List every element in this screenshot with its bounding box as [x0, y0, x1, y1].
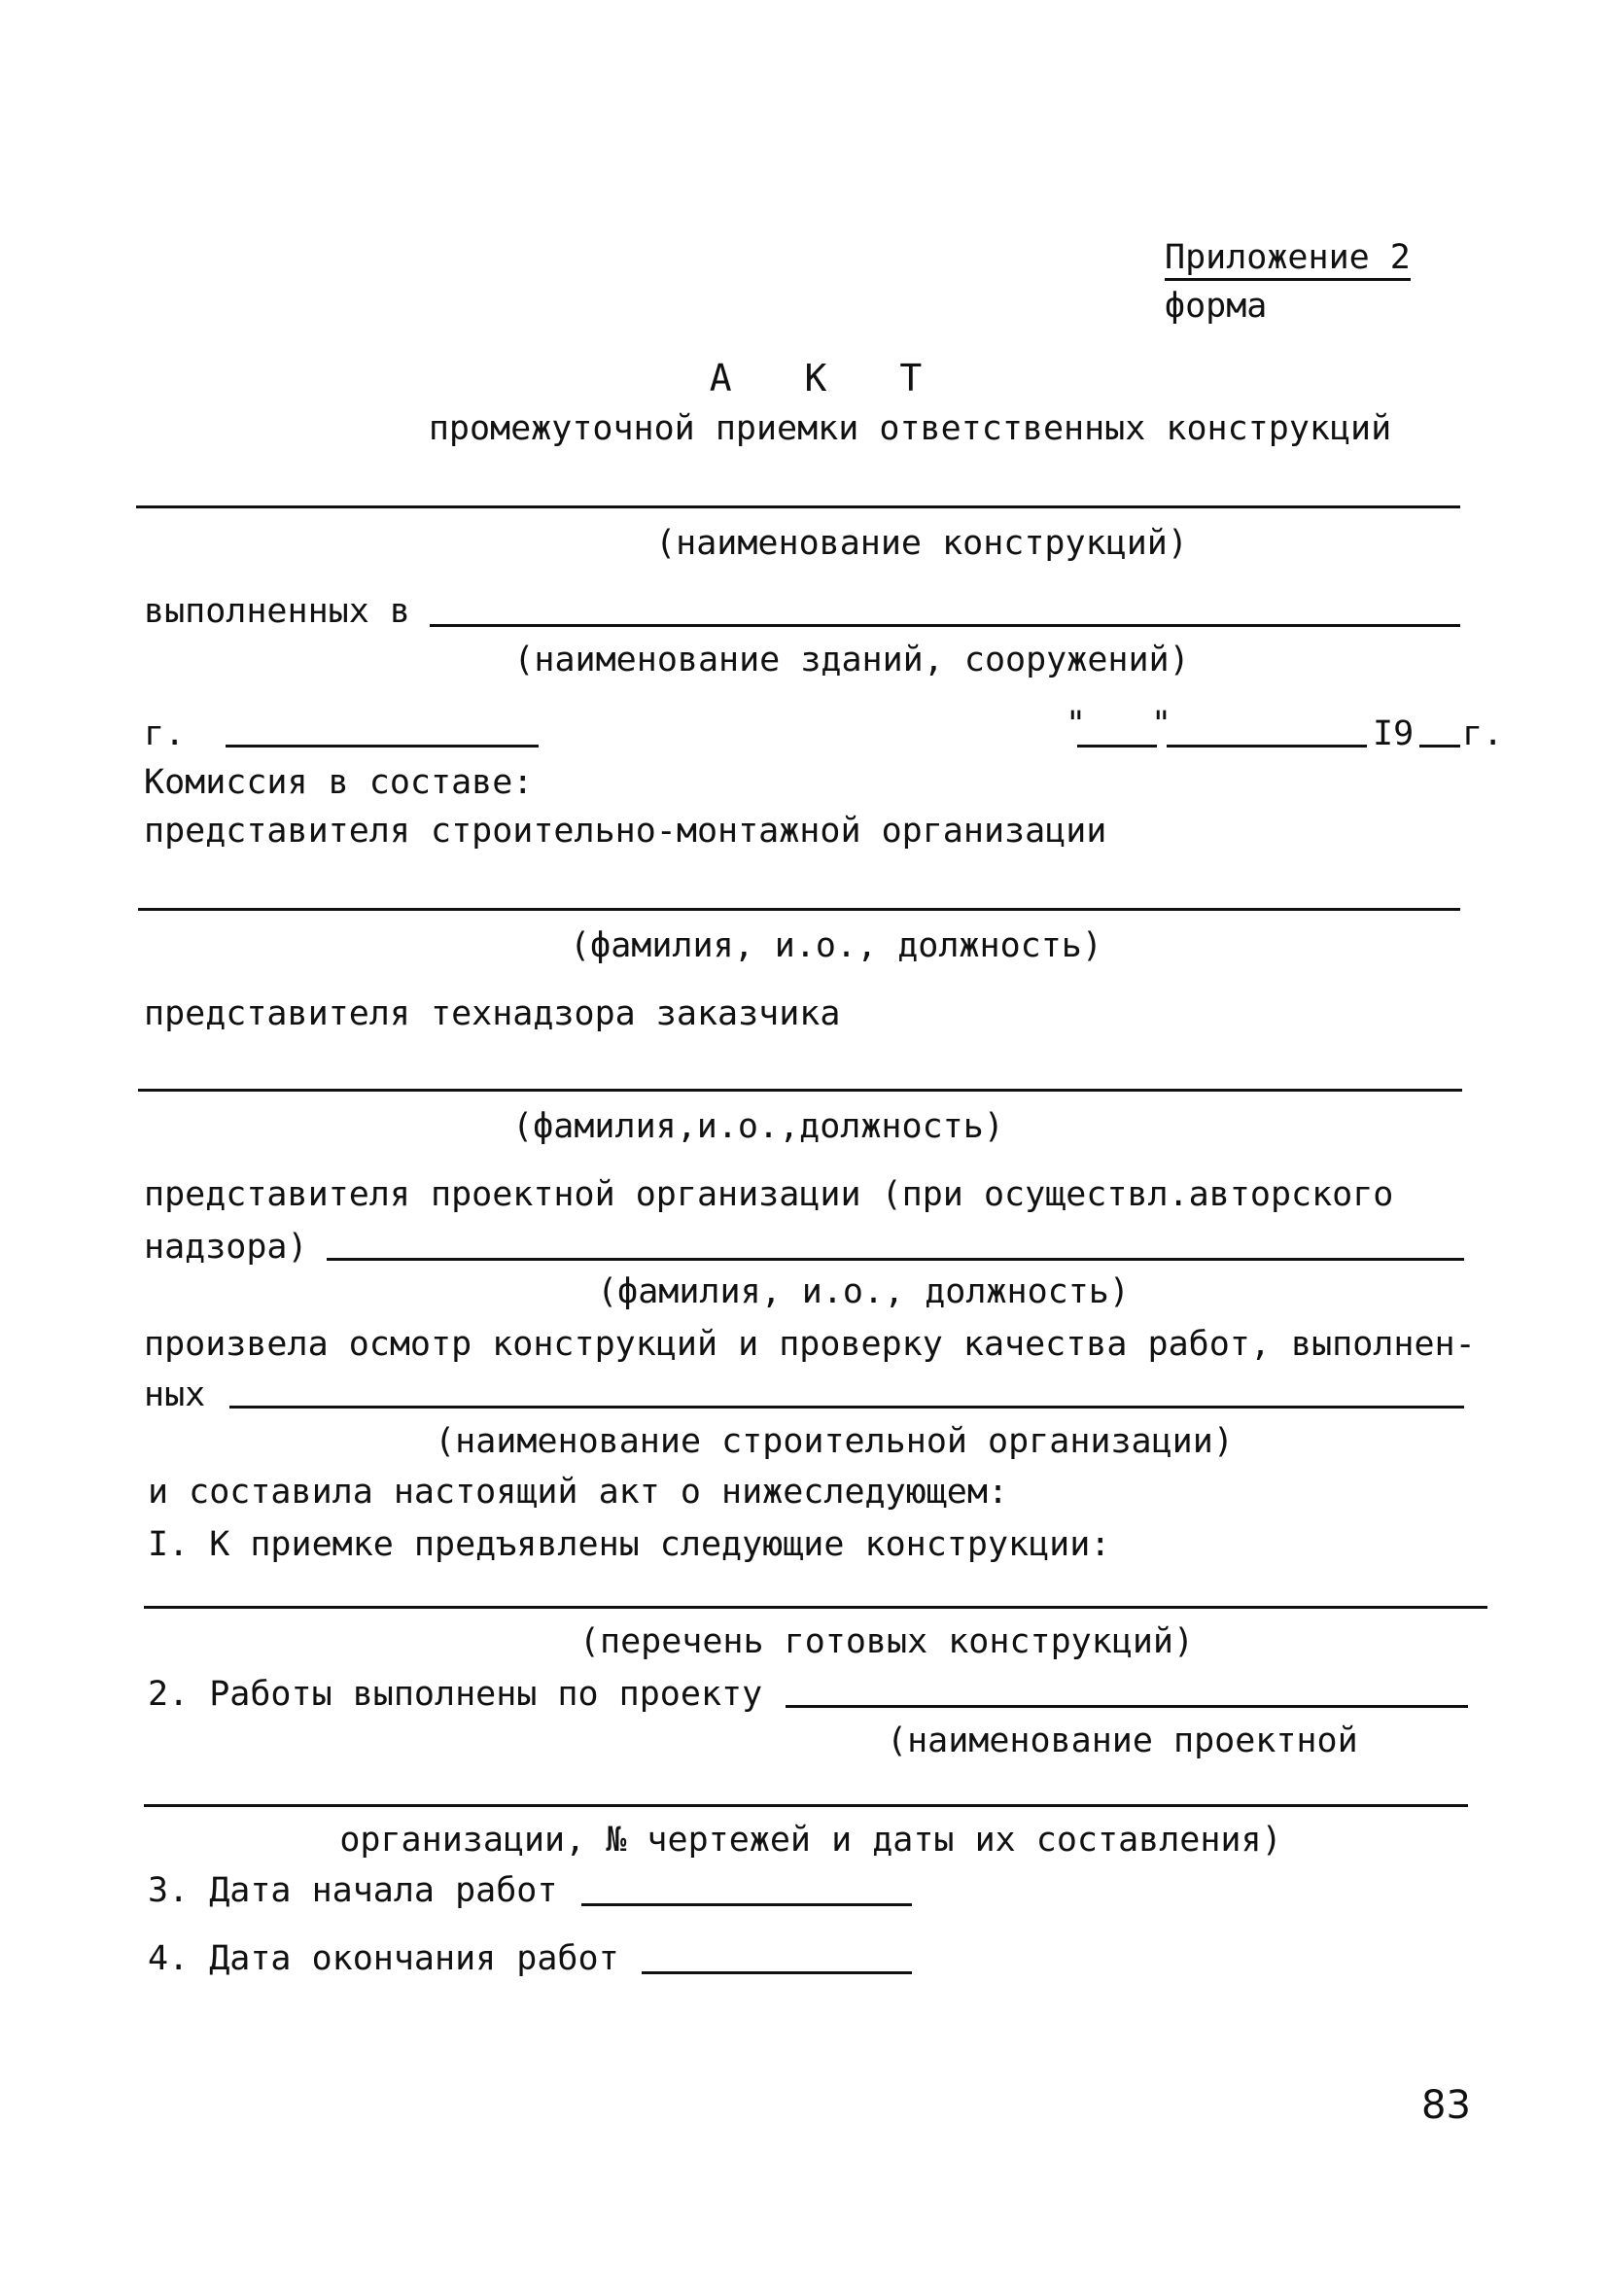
construction-org-line[interactable] [229, 1406, 1464, 1409]
rep-construction-line[interactable] [138, 908, 1460, 911]
date-quote-open: " [1066, 705, 1087, 744]
item-3-label: 3. Дата начала работ [148, 1871, 558, 1910]
page-number: 83 [1421, 2083, 1471, 2128]
ready-list-line[interactable] [144, 1606, 1487, 1609]
construction-name-line[interactable] [136, 505, 1460, 508]
rep-design-label-2: надзора) [144, 1228, 308, 1267]
construction-org-hint: (наименование строительной организации) [435, 1422, 1234, 1461]
project-line-2[interactable] [144, 1804, 1468, 1807]
executed-in-label: выполненных в [144, 592, 410, 631]
rep-construction-hint: (фамилия, и.о., должность) [570, 926, 1102, 965]
city-label: г. [144, 714, 186, 753]
building-name-hint: (наименование зданий, сооружений) [513, 641, 1190, 679]
month-line[interactable] [1167, 745, 1367, 748]
form-label: форма [1165, 287, 1268, 326]
construction-name-hint: (наименование конструкций) [655, 524, 1188, 563]
rep-design-line[interactable] [327, 1258, 1464, 1261]
rep-construction-label: представителя строительно-монтажной организации [144, 812, 1107, 851]
rep-customer-label: представителя технадзора заказчика [144, 994, 841, 1033]
act-subtitle: промежуточной приемки ответственных конструкций [428, 409, 1392, 448]
year-line[interactable] [1419, 745, 1460, 748]
date-quote-close: " [1151, 705, 1172, 744]
commission-label: Комиссия в составе: [144, 763, 534, 802]
compiled-label: и составила настоящий акт о нижеследующем: [148, 1473, 1009, 1512]
start-date-line[interactable] [581, 1903, 912, 1906]
rep-design-label-1: представителя проектной организации (при осуществл.авторского [144, 1175, 1394, 1214]
appendix-label: Приложение 2 [1165, 241, 1411, 281]
year-prefix: I9 [1373, 714, 1415, 753]
year-suffix: г. [1462, 714, 1504, 753]
item-2-label: 2. Работы выполнены по проекту [148, 1675, 763, 1714]
rep-design-hint: (фамилия, и.о., должность) [597, 1272, 1130, 1311]
inspected-label-1: произвела осмотр конструкций и проверку качества работ, выполнен- [144, 1325, 1476, 1364]
item-4-label: 4. Дата окончания работ [148, 1939, 619, 1978]
project-hint-1: (наименование проектной [887, 1722, 1358, 1760]
day-line[interactable] [1077, 745, 1157, 748]
ready-list-hint: (перечень готовых конструкций) [578, 1622, 1195, 1661]
project-hint-2: организации, № чертежей и даты их составления) [339, 1821, 1282, 1860]
project-line-1[interactable] [786, 1705, 1468, 1708]
city-line[interactable] [226, 745, 539, 748]
end-date-line[interactable] [642, 1971, 912, 1974]
act-title: А К Т [709, 357, 948, 400]
item-1-label: I. К приемке предъявлены следующие конструкции: [148, 1525, 1111, 1564]
inspected-label-2: ных [144, 1375, 206, 1414]
rep-customer-hint: (фамилия,и.о.,должность) [512, 1107, 1004, 1146]
building-name-line[interactable] [430, 624, 1460, 627]
rep-customer-line[interactable] [138, 1089, 1462, 1092]
